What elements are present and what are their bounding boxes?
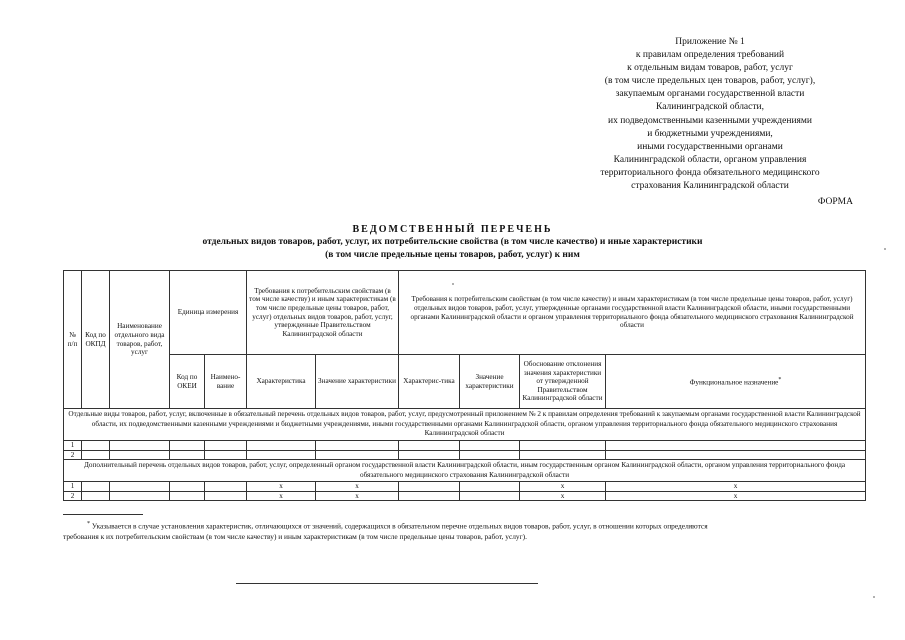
- header-unit: Единица измерения: [170, 271, 247, 355]
- row-val1: x: [316, 482, 399, 492]
- table-row: [64, 491, 866, 501]
- row-unit: [205, 482, 247, 492]
- row-val1: [316, 450, 399, 460]
- row-justify: x: [520, 482, 606, 492]
- appendix-line: страхования Калининградской области: [631, 181, 789, 192]
- row-char1: [247, 441, 316, 451]
- row-val2: [460, 441, 520, 451]
- row-val2: [460, 482, 520, 492]
- title-line-1: ВЕДОМСТВЕННЫЙ ПЕРЕЧЕНЬ: [352, 224, 553, 235]
- scan-speck: [452, 283, 454, 285]
- row-name: [110, 450, 170, 460]
- row-func: x: [606, 491, 866, 501]
- footnote-line-1: [63, 519, 863, 532]
- table-row: [64, 482, 866, 492]
- appendix-line: Приложение № 1: [675, 37, 745, 47]
- header-val1: Значение характеристики: [316, 355, 399, 409]
- appendix-line: и бюджетными учреждениями,: [647, 128, 773, 139]
- row-char1: x: [247, 482, 316, 492]
- footnote-mark: *: [87, 521, 91, 527]
- appendix-line: Калининградской области,: [656, 102, 764, 113]
- row-justify: [520, 450, 606, 460]
- row-char1: x: [247, 491, 316, 501]
- row-okei: [170, 450, 205, 460]
- footnote-text-1: Указывается в случае установления характеристик, отличающихся от значений, содержащихся в обязательном перечне отдельных видов товаров, работ, услуг, в отношении которых определяются: [90, 521, 708, 531]
- title-line-2: отдельных видов товаров, работ, услуг, их потребительские свойства (в том числе качество) и иные характеристики: [202, 237, 703, 247]
- row-name: [110, 441, 170, 451]
- appendix-line: к отдельным видам товаров, работ, услуг: [627, 63, 793, 74]
- header-name: Наименование отдельного вида товаров, работ, услуг: [110, 271, 170, 409]
- row-name: [110, 491, 170, 501]
- footnote: [63, 519, 863, 542]
- section-additional-list: Дополнительный перечень отдельных видов товаров, работ, услуг, определенный органом государственной власти Калининградской области, иным государственным органом Калининградской области, органом управления территориального фонда обязательного медицинского страхования Калининградской области: [64, 460, 866, 482]
- section-mandatory-list: Отдельные виды товаров, работ, услуг, включенные в обязательный перечень отдельных видов товаров, работ, услуг, предусмотренный приложением № 2 к правилам определения требований к закупаемым органами государственной власти Калининградской области, их подведомственными казенными учреждениями и бюджетными учреждениями, иными государственными органами Калининградской области, органом управления территориального фонда обязательного медицинского страхования Калининградской области: [64, 409, 866, 441]
- bottom-divider: [236, 583, 538, 584]
- row-num: 2: [64, 491, 82, 501]
- header-func-footnote-mark: *: [778, 377, 782, 383]
- scan-speck: [873, 596, 875, 598]
- row-okpd: [82, 441, 110, 451]
- header-justify: Обоснование отклонения значения характеристики от утвержденной Правительством Калининградской области: [520, 355, 606, 409]
- row-unit: [205, 491, 247, 501]
- header-func: [606, 355, 866, 409]
- row-unit: [205, 450, 247, 460]
- header-req-org: Требования к потребительским свойствам (в том числе качеству) и иным характеристикам (в том числе предельные цены товаров, работ, услуг) отдельных видов товаров, работ, услуг, утвержденные органами государственной власти Калининградской области, иными государственными органами Калининградской области и органом управления территориального фонда обязательного медицинского страхования Калининградской области: [399, 271, 866, 355]
- row-char2: [399, 450, 460, 460]
- departmental-list-table: [63, 270, 866, 501]
- row-okei: [170, 491, 205, 501]
- form-label: ФОРМА: [817, 197, 853, 207]
- appendix-line: Калининградской области, органом управления: [613, 154, 807, 165]
- header-num: № п/п: [64, 271, 82, 409]
- row-num: 2: [64, 450, 82, 460]
- row-num: 1: [64, 441, 82, 451]
- row-justify: [520, 441, 606, 451]
- row-val2: [460, 491, 520, 501]
- row-char1: [247, 450, 316, 460]
- row-val1: x: [316, 491, 399, 501]
- footnote-divider: [63, 514, 143, 515]
- row-unit: [205, 441, 247, 451]
- header-char2: Характерис-тика: [399, 355, 460, 409]
- appendix-line: территориального фонда обязательного медицинского: [600, 167, 820, 178]
- row-okei: [170, 441, 205, 451]
- document-title: [60, 223, 845, 262]
- row-char2: [399, 482, 460, 492]
- header-char1: Характеристика: [247, 355, 316, 409]
- row-okpd: [82, 450, 110, 460]
- row-char2: [399, 491, 460, 501]
- header-req-gov: Требования к потребительским свойствам (в том числе качеству) и иным характеристикам (в том числе предельные цены товаров, работ, услуг) отдельных видов товаров, работ, услуг, утвержденные Правительством Калининградской области: [247, 271, 399, 355]
- row-okpd: [82, 482, 110, 492]
- row-val1: [316, 441, 399, 451]
- table-row: [64, 450, 866, 460]
- header-unit-name: Наимено-вание: [205, 355, 247, 409]
- appendix-header: [560, 36, 860, 193]
- row-char2: [399, 441, 460, 451]
- header-okpd: Код по ОКПД: [82, 271, 110, 409]
- row-val2: [460, 450, 520, 460]
- appendix-line: их подведомственными казенными учреждениями: [608, 115, 812, 126]
- appendix-line: к правилам определения требований: [635, 50, 785, 61]
- footnote-line-2: требования к их потребительским свойствам (в том числе качеству) и иным характеристикам (в том числе предельные цены товаров, работ, услуг).: [63, 531, 527, 541]
- row-func: [606, 441, 866, 451]
- header-okei: Код по ОКЕИ: [170, 355, 205, 409]
- row-okpd: [82, 491, 110, 501]
- header-val2: Значение характеристики: [460, 355, 520, 409]
- title-line-3: (в том числе предельные цены товаров, работ, услуг) к ним: [325, 250, 580, 260]
- scan-speck: [884, 248, 886, 250]
- row-func: [606, 450, 866, 460]
- row-okei: [170, 482, 205, 492]
- row-justify: x: [520, 491, 606, 501]
- appendix-line: иными государственными органами: [637, 141, 783, 152]
- appendix-line: (в том числе предельных цен товаров, работ, услуг),: [604, 76, 816, 87]
- row-name: [110, 482, 170, 492]
- row-func: x: [606, 482, 866, 492]
- appendix-line: закупаемым органами государственной власти: [615, 89, 805, 100]
- row-num: 1: [64, 482, 82, 492]
- header-func-label: Функциональное назначение: [689, 378, 779, 387]
- table-row: [64, 441, 866, 451]
